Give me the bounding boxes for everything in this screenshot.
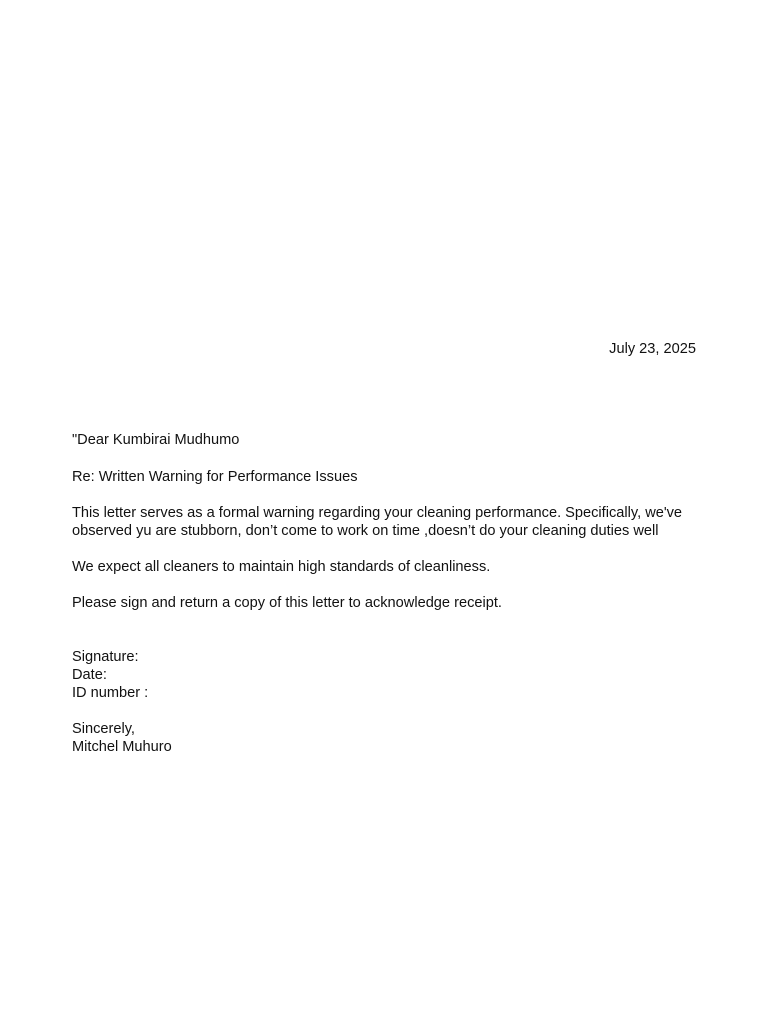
letter-date: July 23, 2025: [609, 341, 696, 357]
acknowledge-request: Please sign and return a copy of this letter to acknowledge receipt.: [72, 595, 502, 611]
id-number-label: ID number :: [72, 685, 149, 701]
letter-body: [72, 431, 712, 756]
body-paragraph-line-2: observed yu are stubborn, don’t come to work on time ,doesn’t do your cleaning duties well: [72, 523, 659, 539]
date-label: Date:: [72, 667, 107, 683]
signature-label: Signature:: [72, 649, 139, 665]
sender-name: Mitchel Muhuro: [72, 739, 172, 755]
salutation: "Dear Kumbirai Mudhumo: [72, 432, 240, 448]
expectation-paragraph: We expect all cleaners to maintain high standards of cleanliness.: [72, 559, 491, 575]
closing: Sincerely,: [72, 721, 135, 737]
body-paragraph-line-1: This letter serves as a formal warning regarding your cleaning performance. Specifically, we've: [72, 505, 683, 521]
subject-line: Re: Written Warning for Performance Issues: [72, 469, 358, 485]
